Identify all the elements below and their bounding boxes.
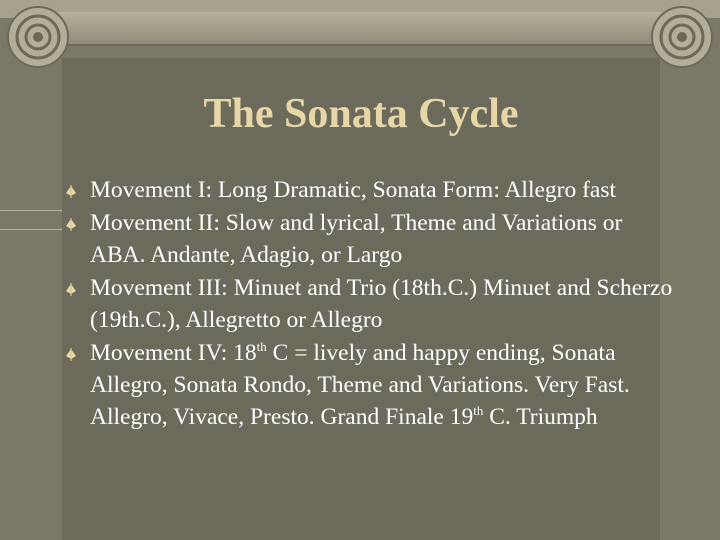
bullet-text: Movement I: Long Dramatic, Sonata Form: Allegro fast bbox=[90, 177, 617, 203]
right-scroll-icon bbox=[652, 7, 712, 67]
bullet-text: Movement III: Minuet and Trio (18th.C.) Minuet and Scherzo (19th.C.), Allegretto or Allegro bbox=[90, 275, 673, 333]
bullet-marker-icon bbox=[64, 216, 78, 232]
bullet-marker-icon bbox=[64, 183, 78, 199]
bullet-item-movement-ii bbox=[64, 207, 674, 271]
bullet-item-movement-iv bbox=[64, 337, 674, 433]
left-rule-top bbox=[0, 210, 62, 211]
bullet-marker-icon bbox=[64, 281, 78, 297]
bullet-marker-icon bbox=[64, 346, 78, 362]
slide-title: The Sonata Cycle bbox=[203, 91, 519, 137]
superscript-th: th bbox=[256, 339, 267, 355]
bullet-item-movement-i bbox=[64, 174, 674, 206]
bullet-item-movement-iii bbox=[64, 272, 674, 336]
left-scroll-icon bbox=[8, 7, 68, 67]
bullet-text: Movement II: Slow and lyrical, Theme and Variations or ABA. Andante, Adagio, or Largo bbox=[90, 210, 623, 268]
bullet-list bbox=[64, 174, 674, 434]
column-capital bbox=[0, 0, 720, 70]
bullet-text-middle: C = lively and happy ending, Sonata Allegro, Sonata Rondo, Theme and Variations. Very Fast. Allegro, Vivace, Presto. Grand Finale 19 bbox=[90, 340, 630, 430]
superscript-th: th bbox=[473, 403, 484, 419]
bullet-text-prefix: Movement IV: 18 bbox=[90, 340, 257, 366]
left-rule-bottom bbox=[0, 229, 62, 230]
bullet-text-suffix: C. Triumph bbox=[483, 404, 598, 430]
